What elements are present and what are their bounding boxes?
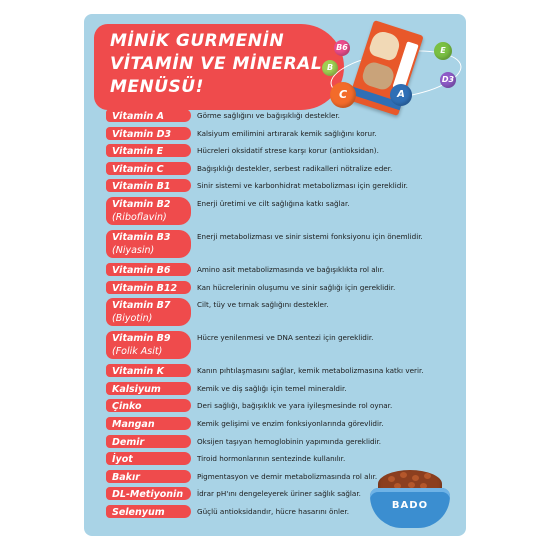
nutrient-name: Kalsiyum [112,383,161,395]
nutrient-description: Kan hücrelerinin oluşumu ve sinir sağlığı için gereklidir. [197,282,396,292]
nutrient-name: Bakır [112,471,140,483]
nutrient-description: Bağışıklığı destekler, serbest radikalleri nötralize eder. [197,163,393,173]
nutrient-description: Tiroid hormonlarının sentezinde kullanılır. [197,454,346,464]
nutrient-subname: (Niyasin) [112,245,155,256]
title-line-3: MENÜSÜ! [110,77,204,97]
title-line-1: MİNİK GURMENİN [110,31,285,51]
nutrient-label [106,127,191,140]
nutrient-label [106,230,191,258]
nutrient-subname: (Riboflavin) [112,212,167,223]
vitamin-e-ball: E [434,42,452,60]
nutrient-description: Hücreleri oksidatif strese karşı korur (antioksidan). [197,146,379,156]
list-item [84,127,466,140]
nutrient-description: Oksijen taşıyan hemoglobinin yapımında gereklidir. [197,436,382,446]
nutrient-name: Vitamin C [112,163,164,175]
food-bowl-image [370,466,452,530]
list-item [84,331,466,359]
nutrient-label [106,197,191,225]
nutrient-subname: (Biyotin) [112,313,153,325]
list-item [84,298,466,326]
nutrient-description: Kanın pıhtılaşmasını sağlar, kemik metabolizmasına katkı verir. [197,366,424,376]
nutrient-label [106,331,191,359]
nutrient-name: Vitamin B3 [112,232,171,243]
nutrient-description: Kalsiyum emilimini artırarak kemik sağlığını korur. [197,128,377,138]
list-item [84,179,466,192]
food-bag-image [348,20,423,116]
nutrient-description: Enerji üretimi ve cilt sağlığına katkı sağlar. [197,199,350,208]
nutrient-name: DL-Metiyonin [112,489,184,501]
nutrient-name: Mangan [112,419,155,430]
nutrient-description: Kemik gelişimi ve enzim fonksiyonlarında görevlidir. [197,419,384,428]
product-illustration [324,20,464,114]
vitamin-c-ball: C [330,82,356,108]
title-banner [94,24,344,110]
nutrient-label [106,452,191,465]
vitamin-a-ball: A [390,84,412,106]
nutrient-label [106,364,191,377]
nutrient-name: Selenyum [112,507,165,518]
vitamin-b6-ball: B6 [334,40,350,56]
page-title [110,30,340,99]
list-item [84,435,466,448]
nutrient-subname: (Folik Asit) [112,346,163,358]
dog-image [368,29,403,62]
nutrient-description: Cilt, tüy ve tırnak sağlığını destekler. [197,300,329,310]
nutrient-description: İdrar pH'ını dengeleyerek üriner sağlık sağlar. [197,489,361,499]
list-item [84,109,466,122]
list-item [84,281,466,294]
bowl-logo: BADO [391,500,429,511]
nutrient-name: İyot [112,454,133,466]
nutrient-name: Vitamin B9 [112,333,171,345]
nutrient-label [106,487,191,500]
nutrient-label [106,144,191,157]
nutrient-name: Vitamin K [112,366,164,378]
dog-image [360,60,396,92]
vitamin-b-ball: B [322,60,338,76]
nutrient-label [106,399,191,412]
nutrient-description: Kemik ve diş sağlığı için temel mineraldir. [197,383,347,393]
nutrient-name: Vitamin B6 [112,265,171,276]
list-item [84,417,466,430]
title-line-2: VİTAMİN VE MİNERAL [110,54,323,74]
list-item [84,382,466,395]
nutrient-name: Vitamin E [112,146,164,158]
nutrient-name: Vitamin B12 [112,282,178,294]
nutrient-label [106,298,191,326]
nutrient-description: Enerji metabolizması ve sinir sistemi fonksiyonu için önemlidir. [197,232,423,241]
nutrient-name: Vitamin A [112,111,164,122]
nutrient-description: Sinir sistemi ve karbonhidrat metabolizması için gereklidir. [197,181,408,191]
nutrient-name: Vitamin B1 [112,181,171,193]
nutrient-name: Vitamin D3 [112,128,172,140]
nutrient-label [106,263,191,276]
list-item [84,452,466,465]
list-item [84,263,466,276]
nutrient-label [106,162,191,175]
nutrient-description: Pigmentasyon ve demir metabolizmasında rol alır. [197,471,378,481]
nutrient-description: Hücre yenilenmesi ve DNA sentezi için gereklidir. [197,333,374,343]
nutrient-description: Görme sağlığını ve bağışıklığı destekler. [197,111,340,120]
nutrient-label [106,382,191,395]
nutrient-label [106,435,191,448]
nutrient-description: Amino asit metabolizmasında ve bağışıklıkta rol alır. [197,265,385,274]
nutrient-name: Demir [112,436,145,448]
info-card [84,14,466,536]
list-item [84,162,466,175]
nutrient-label [106,470,191,483]
vitamin-d3-ball: D3 [440,72,456,88]
nutrient-label [106,417,191,430]
nutrient-label [106,281,191,294]
nutrient-label [106,109,191,122]
nutrient-description: Güçlü antioksidandır, hücre hasarını önler. [197,507,350,516]
nutrient-name: Vitamin B7 [112,300,171,312]
list-item [84,230,466,258]
nutrient-description: Deri sağlığı, bağışıklık ve yara iyileşmesinde rol oynar. [197,401,393,411]
nutrient-label [106,505,191,518]
list-item [84,144,466,157]
list-item [84,364,466,377]
list-item [84,197,466,225]
list-item [84,399,466,412]
nutrient-name: Vitamin B2 [112,199,171,210]
nutrient-name: Çinko [112,401,142,413]
nutrient-label [106,179,191,192]
